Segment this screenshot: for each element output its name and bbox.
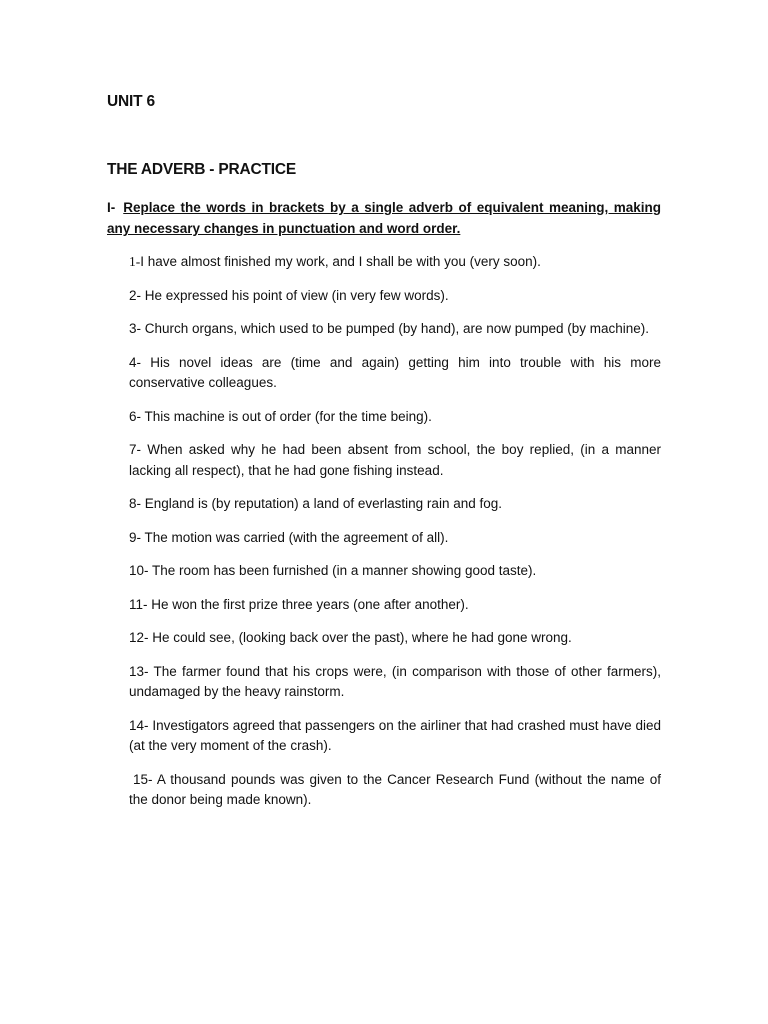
exercise-number: 10- bbox=[129, 563, 149, 578]
exercise-item bbox=[129, 716, 661, 757]
exercise-item bbox=[129, 561, 661, 582]
exercise-number: 12- bbox=[129, 630, 149, 645]
exercise-number: 8- bbox=[129, 496, 142, 511]
exercise-text: The motion was carried (with the agreement of all). bbox=[141, 529, 449, 545]
exercise-item bbox=[129, 528, 661, 549]
exercise-text: England is (by reputation) a land of everlasting rain and fog. bbox=[141, 496, 502, 511]
exercise-text: His novel ideas are (time and again) getting him into trouble with his more conservative colleagues. bbox=[129, 354, 661, 390]
exercise-text: He won the first prize three years (one after another). bbox=[147, 596, 469, 612]
exercise-item bbox=[129, 407, 661, 428]
exercise-text: He could see, (looking back over the past), where he had gone wrong. bbox=[148, 630, 572, 645]
instruction-numeral: I- bbox=[107, 200, 116, 215]
exercise-item bbox=[129, 286, 661, 307]
unit-title: UNIT 6 bbox=[107, 93, 155, 110]
exercise-text: A thousand pounds was given to the Cancer Research Fund (without the name of the donor being made known). bbox=[129, 771, 661, 807]
exercise-item bbox=[129, 252, 661, 273]
exercise-text: Investigators agreed that passengers on the airliner that had crashed must have died (at the very moment of the crash). bbox=[129, 717, 661, 753]
exercise-number: 15- bbox=[133, 771, 153, 787]
exercise-item bbox=[129, 662, 661, 703]
exercise-list bbox=[129, 252, 661, 824]
exercise-text: The room has been furnished (in a manner showing good taste). bbox=[148, 563, 537, 578]
exercise-text: This machine is out of order (for the time being). bbox=[141, 408, 432, 424]
exercise-number: 1- bbox=[129, 254, 141, 269]
exercise-item bbox=[129, 440, 661, 481]
exercise-number: 6- bbox=[129, 408, 142, 424]
exercise-text: I have almost finished my work, and I shall be with you (very soon). bbox=[140, 254, 541, 269]
exercise-text: The farmer found that his crops were, (in comparison with those of other farmers), undamaged by the heavy rainstorm. bbox=[129, 663, 661, 699]
instruction bbox=[107, 197, 661, 239]
exercise-number: 2- bbox=[129, 287, 142, 303]
exercise-number: 13- bbox=[129, 663, 149, 679]
exercise-number: 9- bbox=[129, 529, 142, 545]
exercise-text: Church organs, which used to be pumped (by hand), are now pumped (by machine). bbox=[141, 321, 650, 336]
exercise-number: 3- bbox=[129, 321, 142, 336]
exercise-item bbox=[129, 319, 661, 340]
exercise-number: 4- bbox=[129, 354, 142, 370]
section-title: THE ADVERB - PRACTICE bbox=[107, 161, 296, 178]
exercise-item bbox=[129, 595, 661, 616]
exercise-text: He expressed his point of view (in very few words). bbox=[141, 287, 449, 303]
exercise-number: 11- bbox=[129, 596, 148, 612]
exercise-number: 14- bbox=[129, 717, 149, 733]
exercise-number: 7- bbox=[129, 442, 142, 457]
exercise-item bbox=[129, 353, 661, 394]
exercise-item bbox=[129, 770, 661, 811]
exercise-text: When asked why he had been absent from school, the boy replied, (in a manner lacking all respect), that he had gone fishing instead. bbox=[129, 442, 661, 478]
exercise-item bbox=[129, 494, 661, 515]
instruction-text: Replace the words in brackets by a single adverb of equivalent meaning, making any necessary changes in punctuation and word order. bbox=[107, 200, 661, 236]
exercise-item bbox=[129, 628, 661, 649]
